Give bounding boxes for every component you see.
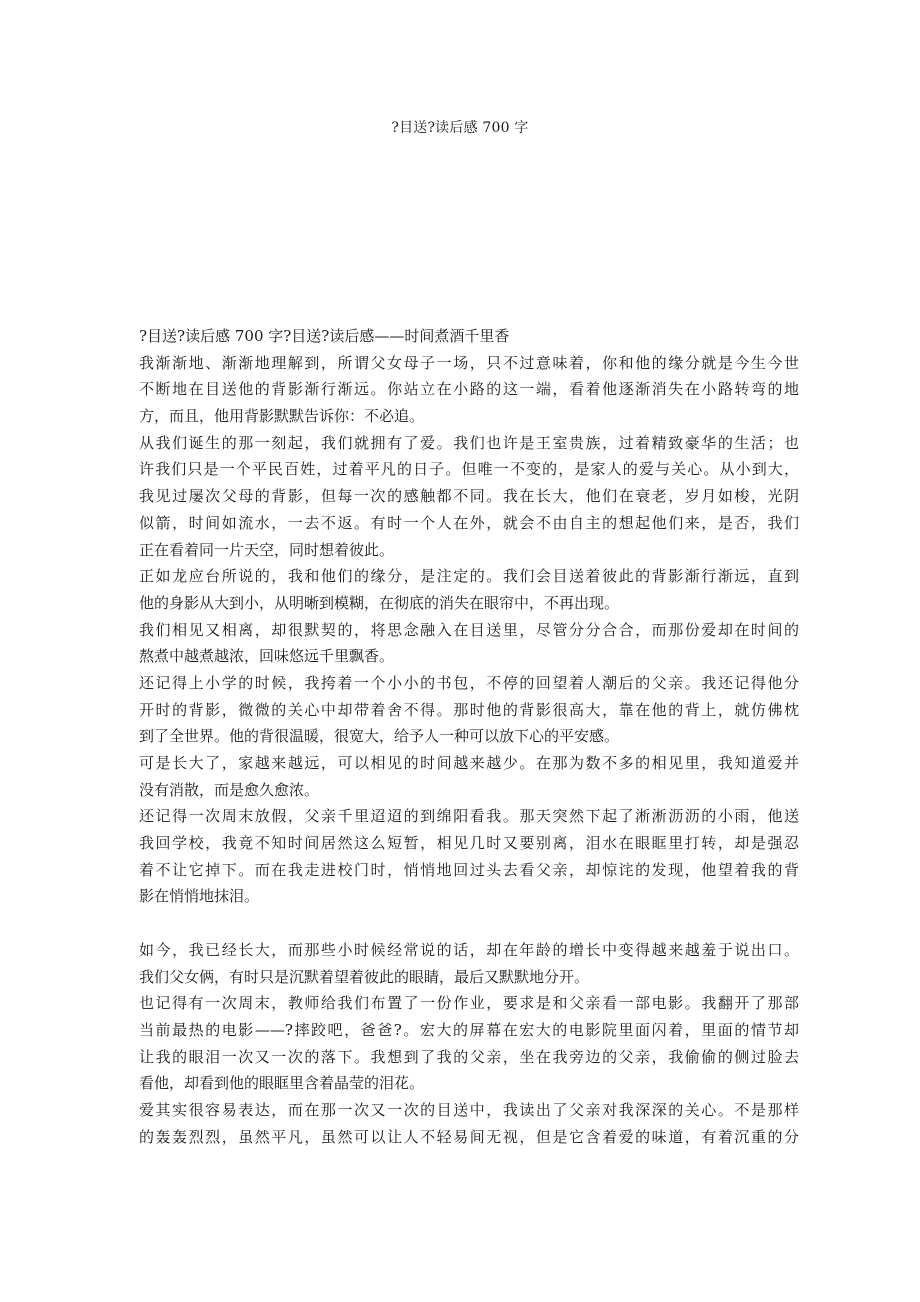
body-line: 可是长大了，家越来越远，可以相见的时间越来越少。在那为数不多的相见里，我知道爱并: [139, 754, 799, 772]
body-line: 从我们诞生的那一刻起，我们就拥有了爱。我们也许是王室贵族，过着精致豪华的生活；也: [139, 433, 799, 452]
body-line: 影在悄悄地抹泪。: [139, 887, 260, 906]
body-line: 我渐渐地、渐渐地理解到，所谓父女母子一场，只不过意味着，你和他的缘分就是今生今世: [139, 353, 799, 372]
body-line: 看他，却看到他的眼眶里含着晶莹的泪花。: [139, 1074, 425, 1093]
body-line: 不断地在目送他的背影渐行渐远。你站立在小路的这一端，看着他逐渐消失在小路转弯的地: [139, 380, 799, 399]
body-line: 我见过屡次父母的背影，但每一次的感触都不同。我在长大，他们在衰老，岁月如梭，光阴: [139, 487, 799, 506]
body-line: 我们相见又相离，却很默契的，将思念融入在目送里，尽管分分合合，而那份爱却在时间的: [139, 620, 799, 639]
body-line: 到了全世界。他的背很温暖，很宽大，给予人一种可以放下心的平安感。: [139, 727, 620, 746]
body-line: 许我们只是一个平民百姓，过着平凡的日子。但唯一不变的，是家人的爱与关心。从小到大，: [139, 460, 799, 479]
body-line: 他的身影从大到小，从明晰到模糊，在彻底的消失在眼帘中，不再出现。: [139, 593, 620, 612]
body-line: 没有消散，而是愈久愈浓。: [139, 780, 320, 799]
body-line: 如今，我已经长大，而那些小时候经常说的话，却在年龄的增长中变得越来越羞于说出口。: [139, 940, 799, 959]
body-line: 也记得有一次周末，教师给我们布置了一份作业，要求是和父亲看一部电影。我翻开了那部: [139, 994, 799, 1013]
body-line: 还记得一次周末放假，父亲千里迢迢的到绵阳看我。那天突然下起了淅淅沥沥的小雨，他送: [139, 807, 799, 826]
paragraph-gap: [139, 910, 799, 937]
body-line: 正如龙应台所说的，我和他们的缘分，是注定的。我们会目送着彼此的背影渐行渐远，直到: [139, 567, 799, 586]
body-line: 还记得上小学的时候，我挎着一个小小的书包，不停的回望着人潮后的父亲。我还记得他分: [139, 673, 799, 692]
body-line: 让我的眼泪一次又一次的落下。我想到了我的父亲，坐在我旁边的父亲，我偷偷的侧过脸去: [139, 1047, 799, 1066]
body-line: 我们父女俩，有时只是沉默着望着彼此的眼睛，最后又默默地分开。: [139, 967, 590, 986]
document-body: [139, 323, 799, 1150]
body-line: 正在看着同一片天空，同时想着彼此。: [139, 540, 395, 559]
body-line: 我回学校，我竟不知时间居然这么短暂，相见几时又要别离，泪水在眼眶里打转，却是强忍: [139, 834, 799, 853]
body-line: 熬煮中越煮越浓，回味悠远千里飘香。: [139, 647, 395, 666]
body-line: 当前最热的电影——?摔跤吧，爸爸?。宏大的屏幕在宏大的电影院里面闪着，里面的情节却: [139, 1020, 799, 1039]
body-line: 似箭，时间如流水，一去不返。有时一个人在外，就会不由自主的想起他们来，是否，我们: [139, 513, 799, 532]
body-line: ?目送?读后感 700 字?目送?读后感——时间煮酒千里香: [139, 327, 510, 345]
document-title: ?目送?读后感 700 字: [391, 120, 529, 136]
body-line: 的轰轰烈烈，虽然平凡，虽然可以让人不轻易间无视，但是它含着爱的味道，有着沉重的分: [139, 1127, 799, 1146]
body-line: 方，而且，他用背影默默告诉你：不必追。: [139, 407, 425, 426]
body-line: 着不让它掉下。而在我走进校门时，悄悄地回过头去看父亲，却惊诧的发现，他望着我的背: [139, 860, 799, 879]
body-line: 开时的背影，微微的关心中却带着舍不得。那时他的背影很高大，靠在他的背上，就仿佛枕: [139, 700, 799, 719]
body-line: 爱其实很容易表达，而在那一次又一次的目送中，我读出了父亲对我深深的关心。不是那样: [139, 1100, 799, 1119]
